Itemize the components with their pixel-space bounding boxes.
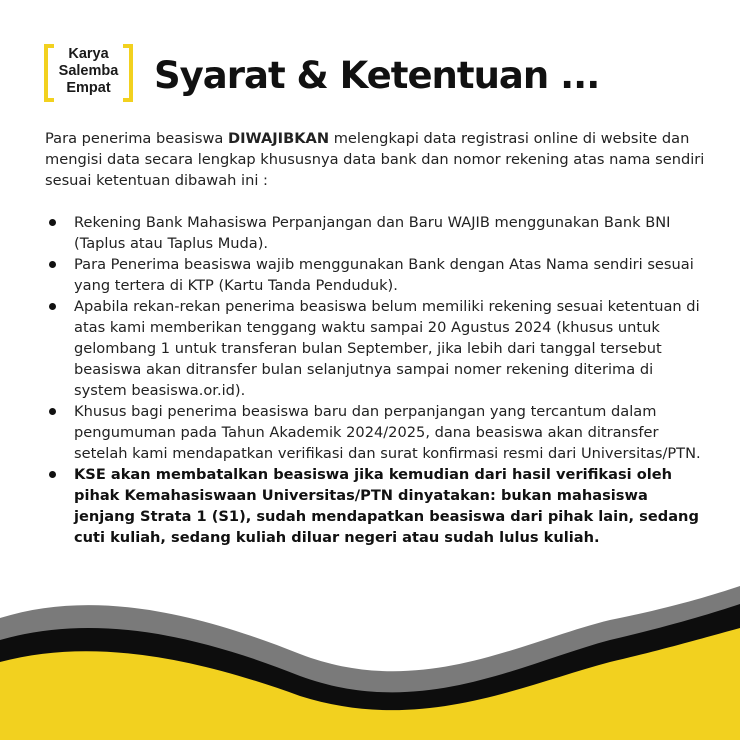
- logo-line-3: Empat: [66, 80, 111, 96]
- logo-line-2: Salemba: [58, 63, 119, 79]
- intro-text-before: Para penerima beasiswa: [45, 130, 228, 147]
- intro-text-after: melengkapi data registrasi online di website dan mengisi data secara lengkap khususnya data bank dan nomor rekening atas nama sendiri sesuai ketentuan dibawah ini :: [45, 130, 705, 189]
- terms-list: [45, 212, 705, 548]
- logo-bracket-left: [44, 44, 54, 102]
- decorative-wave: [0, 570, 740, 740]
- term-item-4: Khusus bagi penerima beasiswa baru dan perpanjangan yang tercantum dalam pengumuman pada Tahun Akademik 2024/2025, dana beasiswa akan ditransfer setelah kami mendapatkan verifikasi dan surat konfirmasi resmi dari Universitas/PTN.: [45, 401, 705, 464]
- logo-bracket-right: [123, 44, 133, 102]
- term-item-2: Para Penerima beasiswa wajib menggunakan Bank dengan Atas Nama sendiri sesuai yang tertera di KTP (Kartu Tanda Penduduk).: [45, 254, 705, 296]
- intro-paragraph: [45, 128, 705, 191]
- page-title: Syarat & Ketentuan ...: [154, 54, 600, 97]
- term-item-5: KSE akan membatalkan beasiswa jika kemudian dari hasil verifikasi oleh pihak Kemahasiswaan Universitas/PTN dinyatakan: bukan mahasiswa jenjang Strata 1 (S1), sudah mendapatkan beasiswa dari pihak lain, sedang cuti kuliah, sedang kuliah diluar negeri atau sudah lulus kuliah.: [45, 464, 705, 548]
- kse-logo: [44, 44, 133, 102]
- intro-emphasis: DIWAJIBKAN: [227, 130, 330, 147]
- logo-line-1: Karya: [68, 46, 109, 62]
- term-item-1: Rekening Bank Mahasiswa Perpanjangan dan Baru WAJIB menggunakan Bank BNI (Taplus atau Taplus Muda).: [45, 212, 705, 254]
- term-item-3: Apabila rekan-rekan penerima beasiswa belum memiliki rekening sesuai ketentuan di atas kami memberikan tenggang waktu sampai 20 Agustus 2024 (khusus untuk gelombang 1 untuk transferan bulan September, jika lebih dari tanggal tersebut beasiswa akan ditransfer bulan selanjutnya sampai nomer rekening diterima di system beasiswa.or.id).: [45, 296, 705, 401]
- logo-wordmark: [54, 46, 123, 97]
